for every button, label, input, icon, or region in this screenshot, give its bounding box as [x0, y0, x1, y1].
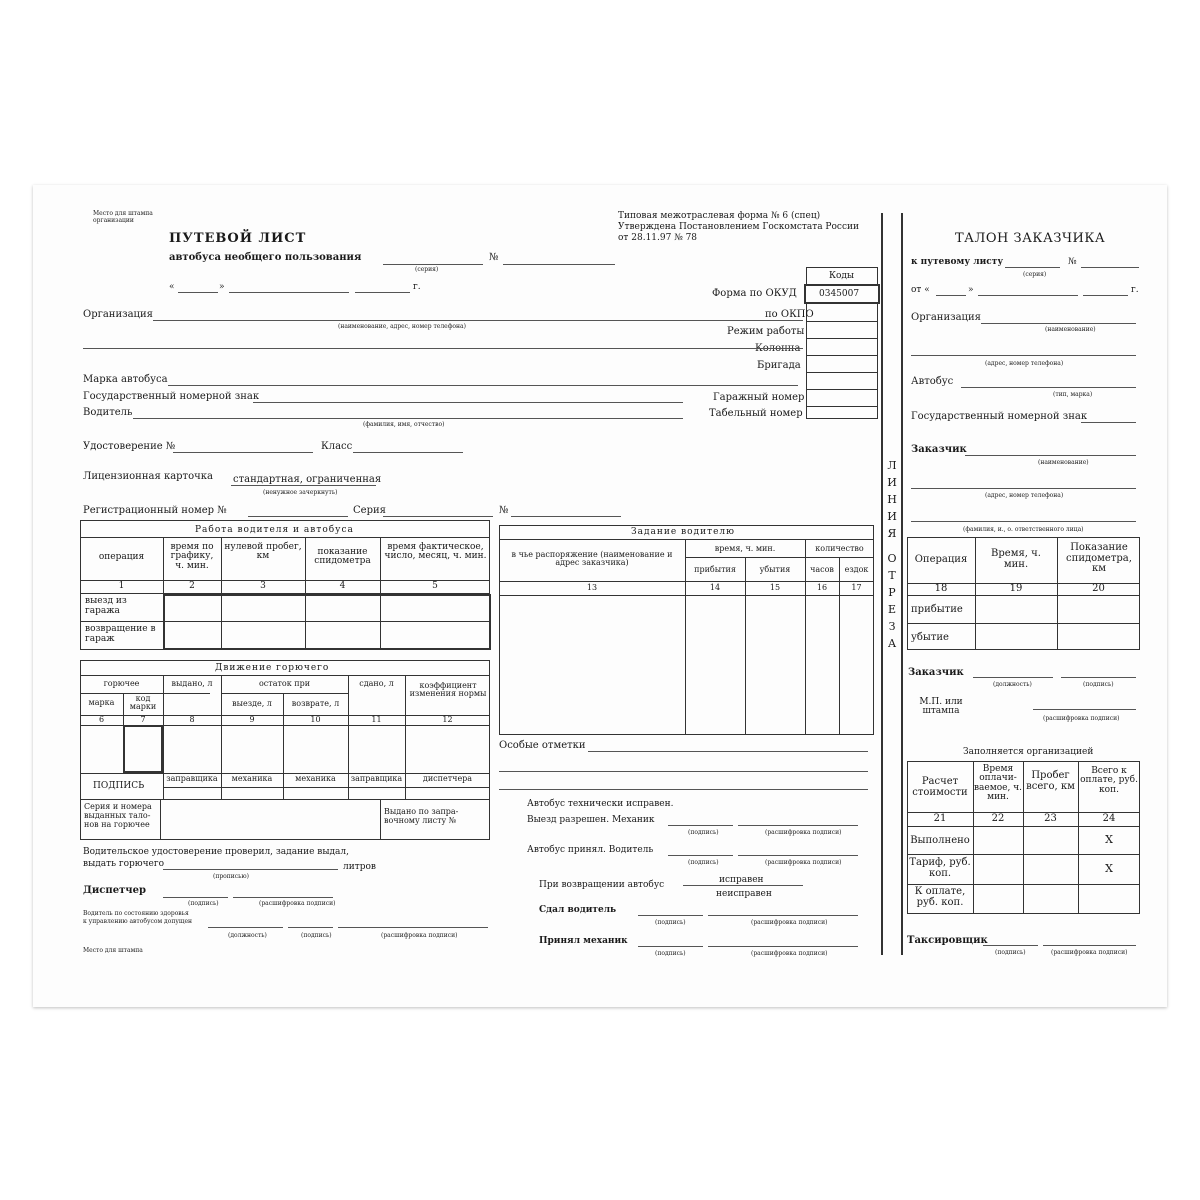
- series-label: Серия: [353, 505, 386, 516]
- codes-header: Коды: [829, 271, 855, 281]
- form-type-line-3: от 28.11.97 № 78: [618, 233, 698, 243]
- task-num-15: 15: [769, 583, 781, 592]
- coupon-series-hint: (серия): [1023, 271, 1047, 278]
- license-card-hint: (ненужное зачеркнуть): [263, 489, 338, 496]
- work-table-title: Работа водителя и автобуса: [195, 525, 354, 535]
- notes-line-2[interactable]: [499, 771, 868, 772]
- ft-brand: марка: [88, 698, 115, 707]
- coupon-org-line[interactable]: [981, 323, 1136, 324]
- coupon-org-label: Организация: [911, 312, 981, 323]
- ft-issued-list: Выдано по запра- вочному листу №: [384, 807, 459, 826]
- task-num-13: 13: [586, 583, 598, 592]
- mech-decode-hint: (расшифровка подписи): [765, 829, 842, 836]
- accepted-mech-label: Принял механик: [539, 936, 628, 946]
- series-hint: (серия): [415, 266, 439, 273]
- driver-sign-line[interactable]: [668, 855, 733, 856]
- reg-no-line[interactable]: [511, 516, 621, 517]
- fuel-code-fill[interactable]: [123, 725, 163, 773]
- coupon-x-mark-1: X: [1105, 833, 1113, 846]
- driver-decode-line[interactable]: [738, 855, 858, 856]
- driver-label: Водитель: [83, 407, 133, 418]
- cut-line-right: [901, 213, 903, 955]
- coupon-customer-label: Заказчик: [911, 444, 967, 455]
- task-head-arrival: прибытия: [694, 565, 736, 574]
- cut-line-left: [881, 213, 883, 955]
- form-type-line-2: Утверждена Постановлением Госкомстата России: [618, 222, 859, 232]
- okud-code-cell: [804, 284, 880, 304]
- coupon-taxer-sign-line[interactable]: [983, 945, 1038, 946]
- coupon-position-line[interactable]: [973, 677, 1053, 678]
- brigade-label: Бригада: [757, 360, 801, 371]
- cut-line-label: Л И Н И Я О Т Р Е З А: [887, 459, 897, 650]
- ft-coupons: Серия и номера выданных тало- нов на горючее: [84, 802, 152, 829]
- coupon-decode-line[interactable]: [1033, 709, 1136, 710]
- wt-row-return: возвращение в гараж: [85, 624, 156, 644]
- health-line-1: Водитель по состоянию здоровья: [83, 910, 189, 917]
- on-return-label: При возвращении автобус: [539, 880, 665, 890]
- coupon-calc-row-done: Выполнено: [910, 835, 970, 846]
- plate-label: Государственный номерной знак: [83, 391, 260, 402]
- driver-hint: (фамилия, имя, отчество): [363, 421, 445, 428]
- wt-head-speedo: показание спидометра: [314, 547, 371, 567]
- dispatcher-sign-line[interactable]: [163, 897, 228, 898]
- return-good-line: [683, 885, 803, 886]
- coupon-bus-label: Автобус: [911, 376, 954, 387]
- coupon-calc-head-2: Время оплачи- ваемое, ч. мин.: [973, 764, 1023, 803]
- driver-decode-hint: (расшифровка подписи): [765, 859, 842, 866]
- health-decode-hint: (расшифровка подписи): [381, 932, 458, 939]
- number-sign: №: [489, 252, 499, 263]
- coupon-calc-head-1: Расчет стоимости: [912, 776, 968, 798]
- handed-decode-hint: (расшифровка подписи): [751, 919, 828, 926]
- tech-ok-label: Автобус технически исправен.: [527, 799, 674, 809]
- ft-num-11: 11: [371, 715, 382, 724]
- coupon-decode-hint: (расшифровка подписи): [1043, 715, 1120, 722]
- class-line[interactable]: [353, 452, 463, 453]
- return-bad: неисправен: [716, 889, 772, 899]
- ft-handed: сдано, л: [359, 679, 394, 688]
- year-suffix: г.: [413, 282, 421, 292]
- task-head-disposal: в чье распоряжение (наименование и адрес заказчика): [511, 550, 673, 568]
- dispatcher-decode-hint: (расшифровка подписи): [259, 900, 336, 907]
- okpo-label: по ОКПО: [765, 309, 814, 320]
- coupon-bus-line[interactable]: [961, 387, 1136, 388]
- wt-num-1: 1: [118, 581, 125, 591]
- handed-sign-line[interactable]: [638, 915, 703, 916]
- series-line[interactable]: [383, 264, 483, 265]
- health-sign-hint: (подпись): [301, 932, 332, 939]
- ft-signer-2: механика: [231, 774, 273, 783]
- coupon-customer-addr-line[interactable]: [911, 488, 1136, 489]
- coupon-position-hint: (должность): [993, 681, 1032, 688]
- in-words-hint: (прописью): [213, 873, 249, 880]
- coupon-to-list: к путевому листу: [911, 257, 1004, 267]
- page-subtitle: автобуса необщего пользования: [169, 252, 362, 263]
- ft-num-9: 9: [249, 715, 255, 724]
- coupon-x-mark-2: X: [1105, 862, 1113, 875]
- ft-signer-1: заправщика: [166, 774, 218, 783]
- ft-code: код марки: [129, 694, 157, 712]
- checked-line-2: выдать горючего: [83, 859, 165, 869]
- dispatcher-sign-hint: (подпись): [188, 900, 219, 907]
- organization-hint: (наименование, адрес, номер телефона): [338, 323, 466, 330]
- organization-line-2[interactable]: [83, 348, 803, 349]
- wt-head-schedule: время по графику, ч. мин.: [170, 542, 214, 571]
- driver-line[interactable]: [133, 418, 683, 419]
- coupon-op-row-arrival: прибытие: [911, 604, 963, 615]
- coupon-sign-line[interactable]: [1061, 677, 1136, 678]
- liters-label: литров: [343, 862, 376, 872]
- accepted-sign-hint: (подпись): [655, 950, 686, 957]
- date-open: «: [169, 282, 175, 292]
- coupon-op-num-19: 19: [1009, 583, 1023, 594]
- coupon-day-line[interactable]: [936, 295, 966, 296]
- ft-num-12: 12: [442, 715, 453, 724]
- coupon-op-head-op: Операция: [914, 554, 968, 565]
- ft-num-10: 10: [310, 715, 321, 724]
- coupon-from-close: »: [968, 285, 974, 295]
- coupon-taxer-decode-line[interactable]: [1043, 945, 1136, 946]
- coupon-resp-hint: (фамилия, и., о. ответственного лица): [963, 526, 1084, 533]
- coupon-calc-row-pay: К оплате, руб. коп.: [914, 886, 966, 908]
- okud-code-value: 0345007: [819, 289, 860, 299]
- exit-allowed-label: Выезд разрешен. Механик: [527, 815, 655, 825]
- form-type-line-1: Типовая межотраслевая форма № 6 (спец): [618, 211, 821, 221]
- coupon-bus-hint: (тип, марка): [1053, 391, 1093, 398]
- ft-issued: выдано, л: [171, 679, 213, 688]
- class-label: Класс: [321, 441, 353, 452]
- accepted-decode-hint: (расшифровка подписи): [751, 950, 828, 957]
- organization-label: Организация: [83, 309, 153, 320]
- wt-num-5: 5: [432, 581, 438, 591]
- mech-decode-line[interactable]: [738, 825, 858, 826]
- license-line[interactable]: [173, 452, 313, 453]
- task-table-title: Задание водителю: [631, 527, 735, 537]
- wt-num-4: 4: [339, 581, 346, 591]
- page-title: ПУТЕВОЙ ЛИСТ: [169, 231, 307, 246]
- checked-line-1: Водительское удостоверение проверил, задание выдал,: [83, 847, 349, 857]
- date-month-line[interactable]: [229, 292, 349, 293]
- ft-signer-3: механика: [295, 774, 336, 783]
- coupon-resp-line[interactable]: [911, 521, 1136, 522]
- coupon-calc-num-23: 23: [1044, 813, 1057, 824]
- fuel-amount-line[interactable]: [163, 869, 338, 870]
- wt-num-2: 2: [189, 581, 195, 591]
- license-label: Удостоверение №: [83, 441, 176, 452]
- reg-series-line[interactable]: [383, 516, 493, 517]
- coupon-from: от «: [911, 285, 930, 295]
- plate-line[interactable]: [253, 402, 683, 403]
- handed-decode-line[interactable]: [708, 915, 858, 916]
- ft-remainder: остаток при: [258, 679, 311, 688]
- handed-driver-label: Сдал водитель: [539, 905, 617, 915]
- coupon-op-row-departure: убытие: [911, 632, 949, 643]
- stamp-place-bottom: Место для штампа: [83, 947, 143, 954]
- health-line-2: к управлению автобусом допущен: [83, 918, 193, 925]
- reg-number-line[interactable]: [248, 516, 348, 517]
- ft-fuel: горючее: [103, 679, 140, 688]
- wt-row-exit: выезд из гаража: [85, 596, 127, 616]
- wt-head-zero: нулевой пробег, км: [224, 542, 302, 562]
- date-day-line[interactable]: [178, 292, 218, 293]
- task-head-departure: убытия: [759, 565, 791, 574]
- task-num-16: 16: [816, 583, 828, 592]
- codes-header-cell: [806, 267, 878, 285]
- notes-label: Особые отметки: [499, 740, 586, 751]
- license-card-line: [231, 485, 376, 486]
- coupon-plate-label: Государственный номерной знак: [911, 411, 1088, 422]
- coupon-taxer-sign-hint: (подпись): [995, 949, 1026, 956]
- health-position-line[interactable]: [208, 927, 283, 928]
- ft-signer-5: диспетчера: [422, 774, 473, 783]
- ft-num-8: 8: [189, 715, 195, 724]
- return-good: исправен: [719, 875, 764, 885]
- accepted-sign-line[interactable]: [638, 946, 703, 947]
- bus-brand-label: Марка автобуса: [83, 374, 168, 385]
- ft-sign-label: ПОДПИСЬ: [93, 781, 145, 791]
- task-head-trips: ездок: [844, 565, 869, 574]
- tab-label: Табельный номер: [709, 408, 803, 419]
- driver-sign-hint: (подпись): [688, 859, 719, 866]
- license-card-label: Лицензионная карточка: [83, 471, 213, 482]
- task-num-14: 14: [709, 583, 721, 592]
- coupon-calc-row-tariff: Тариф, руб. коп.: [909, 857, 971, 879]
- fuel-table-title: Движение горючего: [215, 663, 330, 673]
- reg-number-label: Регистрационный номер №: [83, 505, 227, 516]
- coupon-taxer-decode-hint: (расшифровка подписи): [1051, 949, 1128, 956]
- coupon-customer-line[interactable]: [965, 455, 1136, 456]
- mode-label: Режим работы: [727, 326, 805, 337]
- coupon-calc-num-21: 21: [933, 813, 947, 824]
- coupon-year-line[interactable]: [1083, 295, 1128, 296]
- coupon-sign-hint: (подпись): [1083, 681, 1114, 688]
- reg-no-label: №: [499, 505, 509, 516]
- column-label: Колонна: [755, 343, 801, 354]
- coupon-op-head-time: Время, ч. мин.: [991, 548, 1041, 570]
- health-position-hint: (должность): [228, 932, 267, 939]
- health-sign-line[interactable]: [288, 927, 333, 928]
- accepted-decode-line[interactable]: [708, 946, 858, 947]
- coupon-addr-hint: (адрес, номер телефона): [985, 360, 1064, 367]
- coupon-customer-addr-hint: (адрес, номер телефона): [985, 492, 1064, 499]
- health-decode-line[interactable]: [338, 927, 488, 928]
- garage-label: Гаражный номер: [713, 392, 805, 403]
- coupon-customer2-label: Заказчик: [908, 667, 964, 678]
- dispatcher-decode-line[interactable]: [233, 897, 333, 898]
- okud-label: Форма по ОКУД: [712, 288, 797, 299]
- coupon-mp-label: М.П. или штампа: [919, 697, 963, 717]
- bus-accepted-label: Автобус принял. Водитель: [527, 845, 654, 855]
- task-head-time: время, ч. мин.: [714, 544, 776, 553]
- coupon-taxer-label: Таксировщик: [907, 935, 988, 946]
- date-year-line[interactable]: [355, 292, 410, 293]
- coupon-calc-num-24: 24: [1102, 813, 1116, 824]
- coupon-calc-head-3: Пробег всего, км: [1026, 770, 1075, 792]
- ft-coef: коэффициент изменения нормы: [409, 681, 487, 699]
- coupon-addr-line[interactable]: [911, 355, 1136, 356]
- coupon-title: ТАЛОН ЗАКАЗЧИКА: [955, 231, 1106, 246]
- coupon-number-line[interactable]: [1081, 267, 1139, 268]
- number-line[interactable]: [503, 264, 615, 265]
- wt-head-operation: операция: [98, 552, 145, 562]
- task-num-17: 17: [851, 583, 862, 592]
- mech-sign-line[interactable]: [668, 825, 733, 826]
- coupon-calc-head-4: Всего к оплате, руб. коп.: [1080, 766, 1138, 795]
- coupon-customer-hint: (наименование): [1038, 459, 1089, 466]
- coupon-number-sign: №: [1068, 257, 1077, 267]
- coupon-filled-label: Заполняется организацией: [963, 747, 1094, 757]
- notes-line-1[interactable]: [588, 751, 868, 752]
- ft-return: возврате, л: [291, 699, 340, 708]
- organization-line[interactable]: [153, 320, 803, 321]
- ft-signer-4: заправщика: [350, 774, 403, 783]
- task-head-quantity: количество: [815, 544, 864, 553]
- coupon-calc-num-22: 22: [991, 813, 1005, 824]
- wt-head-actual: время фактическое, число, месяц, ч. мин.: [384, 542, 487, 562]
- coupon-month-line[interactable]: [978, 295, 1078, 296]
- dispatcher-label: Диспетчер: [83, 885, 146, 896]
- waybill-sheet: [33, 185, 1167, 1007]
- coupon-year: г.: [1131, 285, 1139, 295]
- task-table-fill-area[interactable]: [500, 596, 873, 734]
- mech-sign-hint: (подпись): [688, 829, 719, 836]
- work-table-fill-area[interactable]: [163, 594, 491, 650]
- coupon-plate-line[interactable]: [1081, 422, 1136, 423]
- coupon-op-head-speedo: Показание спидометра, км: [1066, 542, 1132, 574]
- notes-line-3[interactable]: [499, 789, 868, 790]
- license-card-value: стандартная, ограниченная: [233, 474, 382, 485]
- ft-num-6: 6: [98, 715, 105, 724]
- coupon-op-num-18: 18: [934, 583, 948, 594]
- wt-num-3: 3: [260, 581, 266, 591]
- coupon-op-num-20: 20: [1092, 583, 1105, 594]
- bus-brand-line[interactable]: [168, 385, 798, 386]
- ft-departure: выезде, л: [232, 699, 272, 708]
- handed-sign-hint: (подпись): [655, 919, 686, 926]
- task-head-hours: часов: [810, 565, 834, 574]
- date-close: »: [219, 282, 225, 292]
- coupon-org-hint: (наименование): [1045, 326, 1096, 333]
- ft-num-7: 7: [140, 715, 146, 724]
- coupon-series-line[interactable]: [1005, 267, 1060, 268]
- stamp-place-label: Место для штампа организации: [93, 210, 153, 224]
